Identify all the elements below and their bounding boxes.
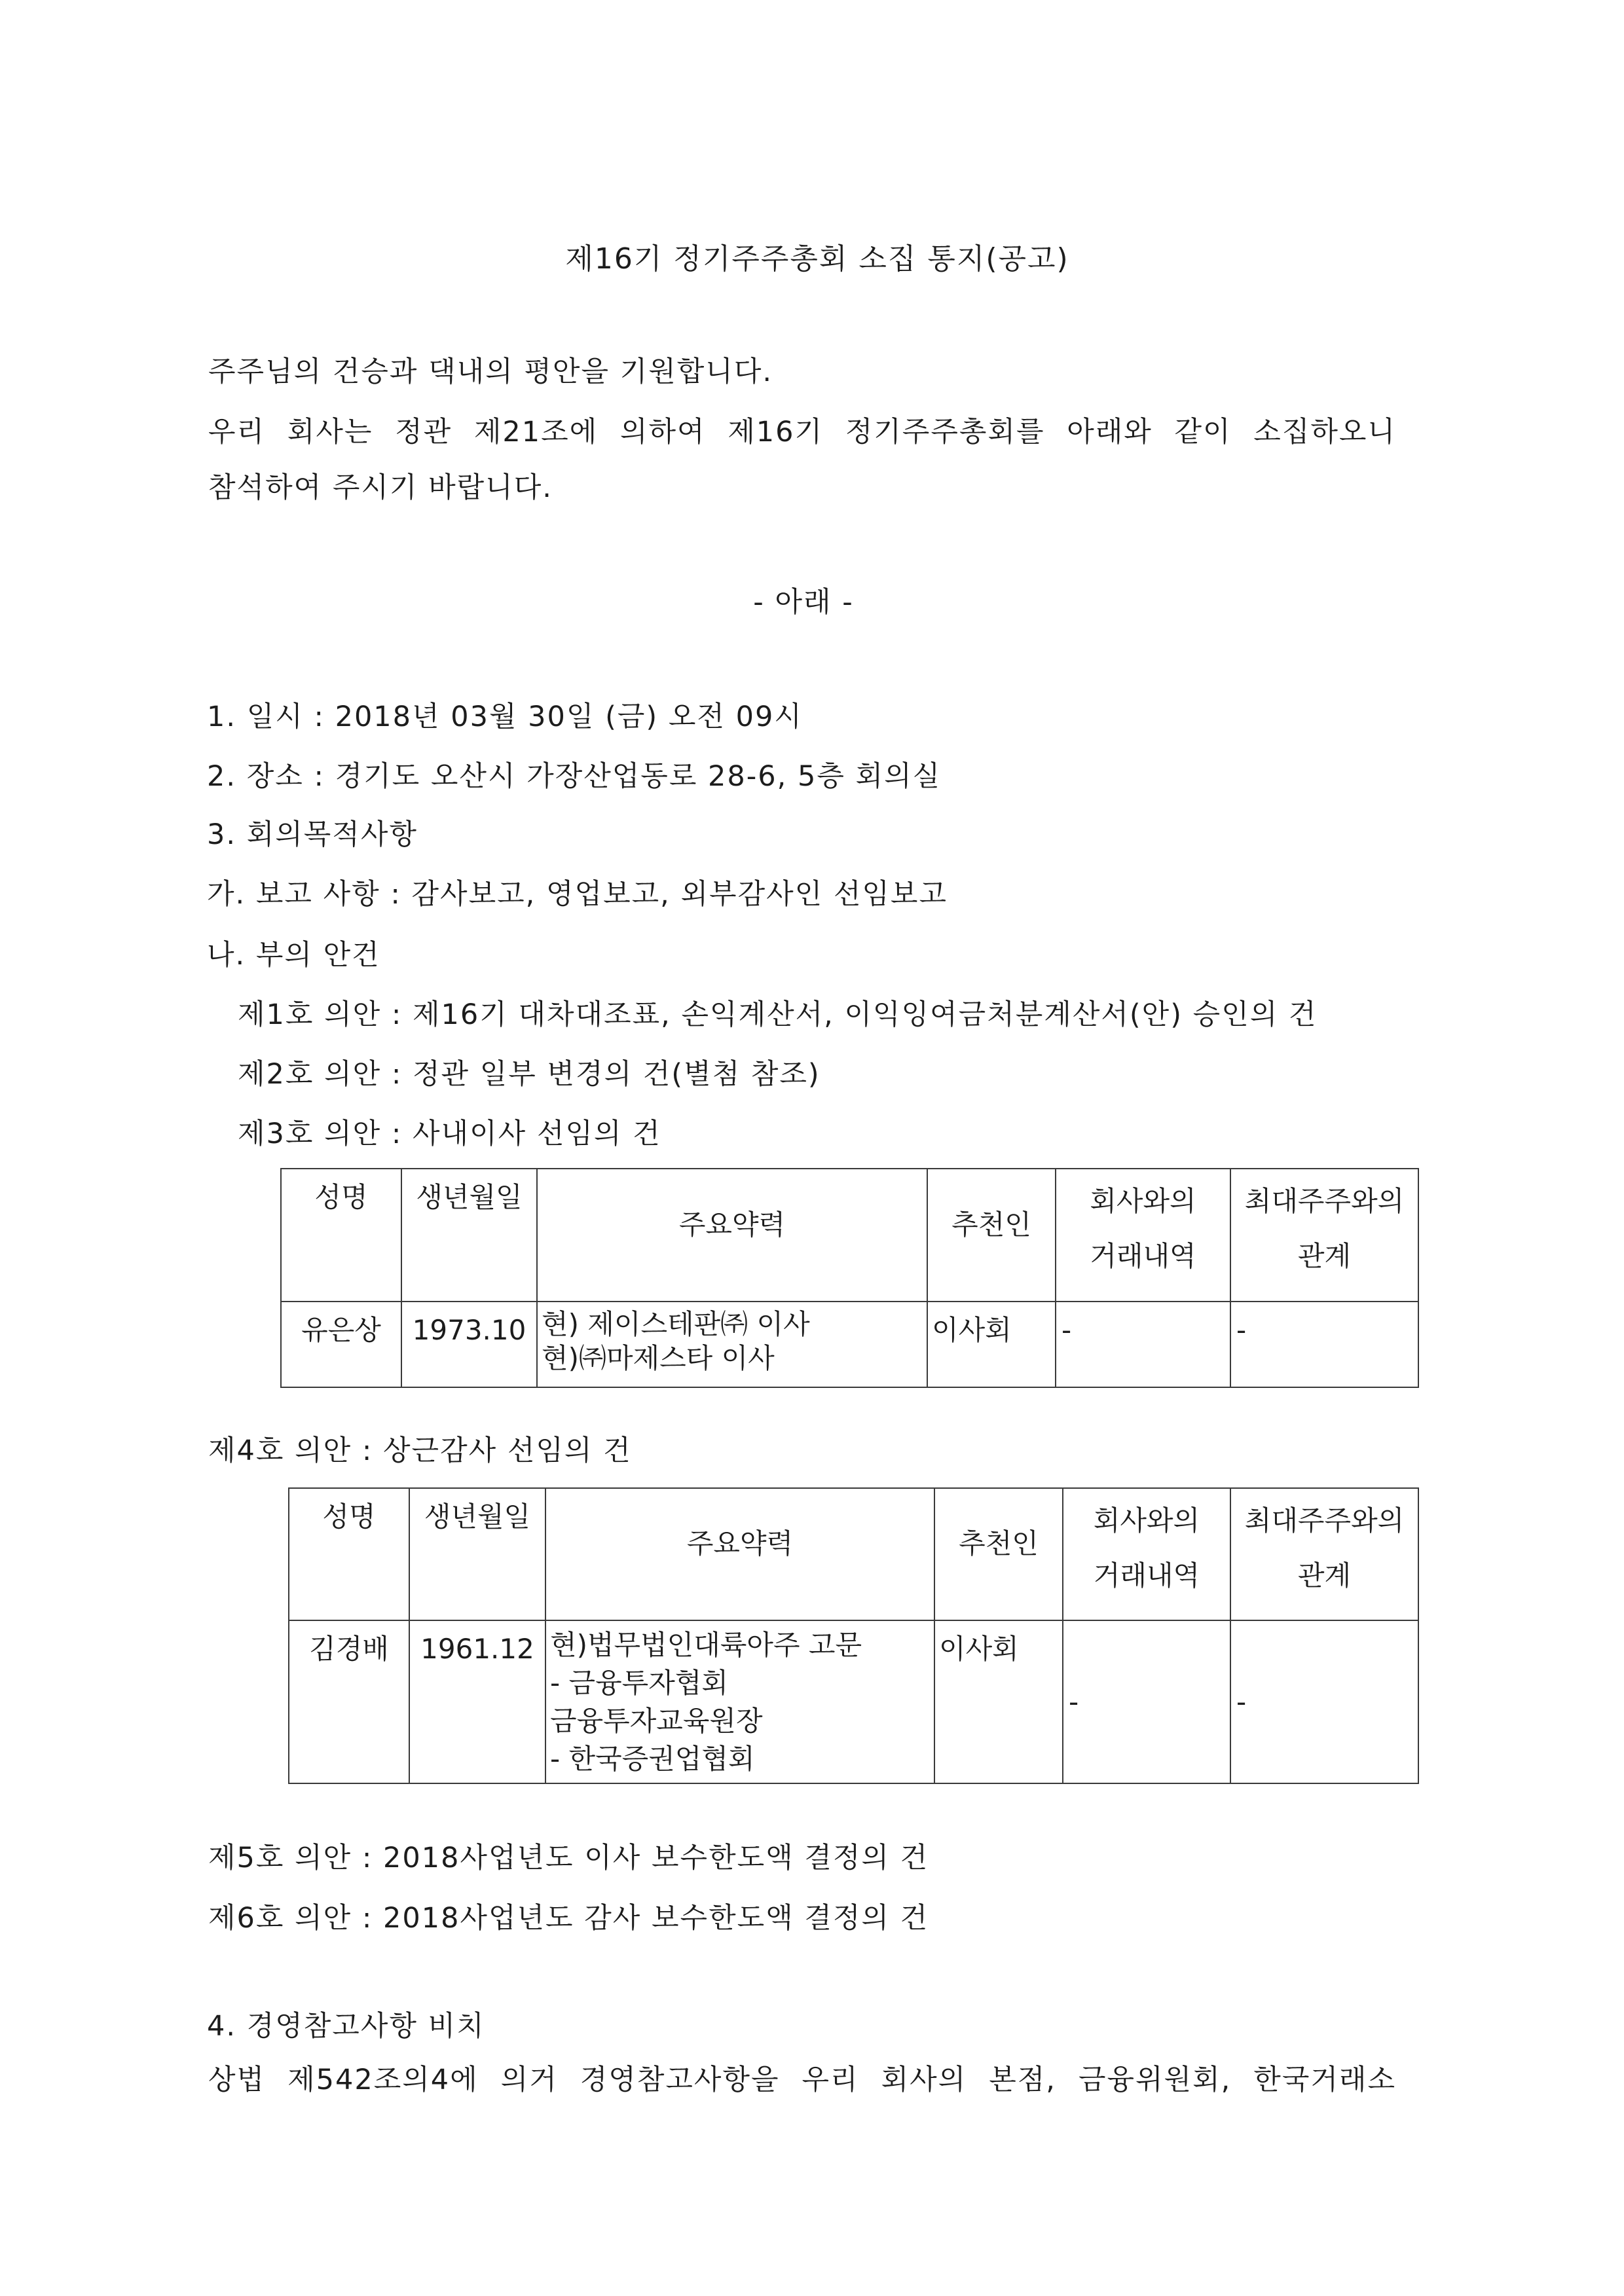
- header-transactions-line1: 회사와의: [1090, 1185, 1196, 1217]
- document-title: 제16기 정기주주총회 소집 통지(공고): [565, 242, 1069, 276]
- intro-line-2: 참석하여 주시기 바랍니다.: [208, 471, 553, 504]
- director-candidate-table: [280, 1168, 1419, 1388]
- below-marker: - 아래 -: [753, 586, 854, 619]
- career-line: 현) 제이스테판㈜ 이사: [542, 1308, 810, 1340]
- header-career: 주요약력: [537, 1169, 927, 1302]
- cell-recommender: 이사회: [927, 1302, 1056, 1387]
- agenda-item-6: 제6호 의안 : 2018사업년도 감사 보수한도액 결정의 건: [208, 1902, 929, 1935]
- item-reports: 가. 보고 사항 : 감사보고, 영업보고, 외부감사인 선임보고: [207, 878, 948, 911]
- table-header-row: [289, 1488, 1418, 1620]
- item-agenda-heading: 3. 회의목적사항: [207, 818, 418, 851]
- header-relation: [1230, 1169, 1418, 1302]
- reference-heading: 4. 경영참고사항 비치: [207, 2010, 485, 2043]
- header-relation-line1: 최대주주와의: [1244, 1185, 1405, 1217]
- table-header-row: [281, 1169, 1418, 1302]
- header-transactions-line2: 거래내역: [1090, 1240, 1196, 1272]
- cell-relation: -: [1230, 1302, 1418, 1387]
- item-place: 2. 장소 : 경기도 오산시 가장산업동로 28-6, 5층 회의실: [207, 760, 942, 793]
- auditor-candidate-table: [288, 1487, 1419, 1784]
- career-line: 현)법무법인대륙아주 고문: [550, 1629, 862, 1661]
- reference-text: 상법 제542조의4에 의거 경영참고사항을 우리 회사의 본점, 금융위원회, 한국거래소: [208, 2064, 1396, 2096]
- cell-career: [537, 1302, 927, 1387]
- header-relation-line1: 최대주주와의: [1244, 1504, 1405, 1537]
- cell-birth: 1961.12: [409, 1620, 545, 1783]
- header-relation-line2: 관계: [1297, 1559, 1352, 1592]
- header-transactions-line2: 거래내역: [1093, 1559, 1200, 1592]
- agenda-item-1: 제1호 의안 : 제16기 대차대조표, 손익계산서, 이익잉여금처분계산서(안) 승인의 건: [238, 998, 1318, 1031]
- cell-relation: -: [1230, 1620, 1418, 1783]
- career-line: 금융투자교육원장: [550, 1705, 763, 1737]
- agenda-item-2: 제2호 의안 : 정관 일부 변경의 건(별첨 참조): [238, 1058, 821, 1091]
- header-transactions-line1: 회사와의: [1093, 1504, 1200, 1537]
- header-relation-line2: 관계: [1297, 1240, 1352, 1272]
- agenda-item-5: 제5호 의안 : 2018사업년도 이사 보수한도액 결정의 건: [208, 1842, 929, 1874]
- header-recommender: 추천인: [934, 1488, 1063, 1620]
- header-birth: 생년월일: [409, 1488, 545, 1620]
- header-name: 성명: [289, 1488, 409, 1620]
- agenda-item-4: 제4호 의안 : 상근감사 선임의 건: [208, 1434, 632, 1467]
- item-date: 1. 일시 : 2018년 03월 30일 (금) 오전 09시: [207, 701, 803, 733]
- cell-transactions: -: [1056, 1302, 1230, 1387]
- career-line: - 금융투자협회: [550, 1667, 728, 1699]
- agenda-item-3: 제3호 의안 : 사내이사 선임의 건: [238, 1118, 661, 1150]
- header-birth: 생년월일: [401, 1169, 537, 1302]
- cell-name: 유은상: [281, 1302, 401, 1387]
- header-transactions: [1063, 1488, 1230, 1620]
- header-relation: [1230, 1488, 1418, 1620]
- cell-recommender: 이사회: [934, 1620, 1063, 1783]
- header-name: 성명: [281, 1169, 401, 1302]
- cell-transactions: -: [1063, 1620, 1230, 1783]
- career-line: - 한국증권업협회: [550, 1743, 755, 1775]
- table-row: [281, 1302, 1418, 1387]
- cell-name: 김경배: [289, 1620, 409, 1783]
- header-career: 주요약력: [545, 1488, 934, 1620]
- cell-career: [545, 1620, 934, 1783]
- career-line: 현)㈜마제스타 이사: [542, 1342, 775, 1374]
- intro-line-1: 우리 회사는 정관 제21조에 의하여 제16기 정기주주총회를 아래와 같이 소집하오니: [208, 416, 1396, 448]
- table-row: [289, 1620, 1418, 1783]
- cell-birth: 1973.10: [401, 1302, 537, 1387]
- header-transactions: [1056, 1169, 1230, 1302]
- greeting-text: 주주님의 건승과 댁내의 평안을 기원합니다.: [208, 355, 773, 388]
- header-recommender: 추천인: [927, 1169, 1056, 1302]
- item-resolutions-heading: 나. 부의 안건: [207, 939, 380, 972]
